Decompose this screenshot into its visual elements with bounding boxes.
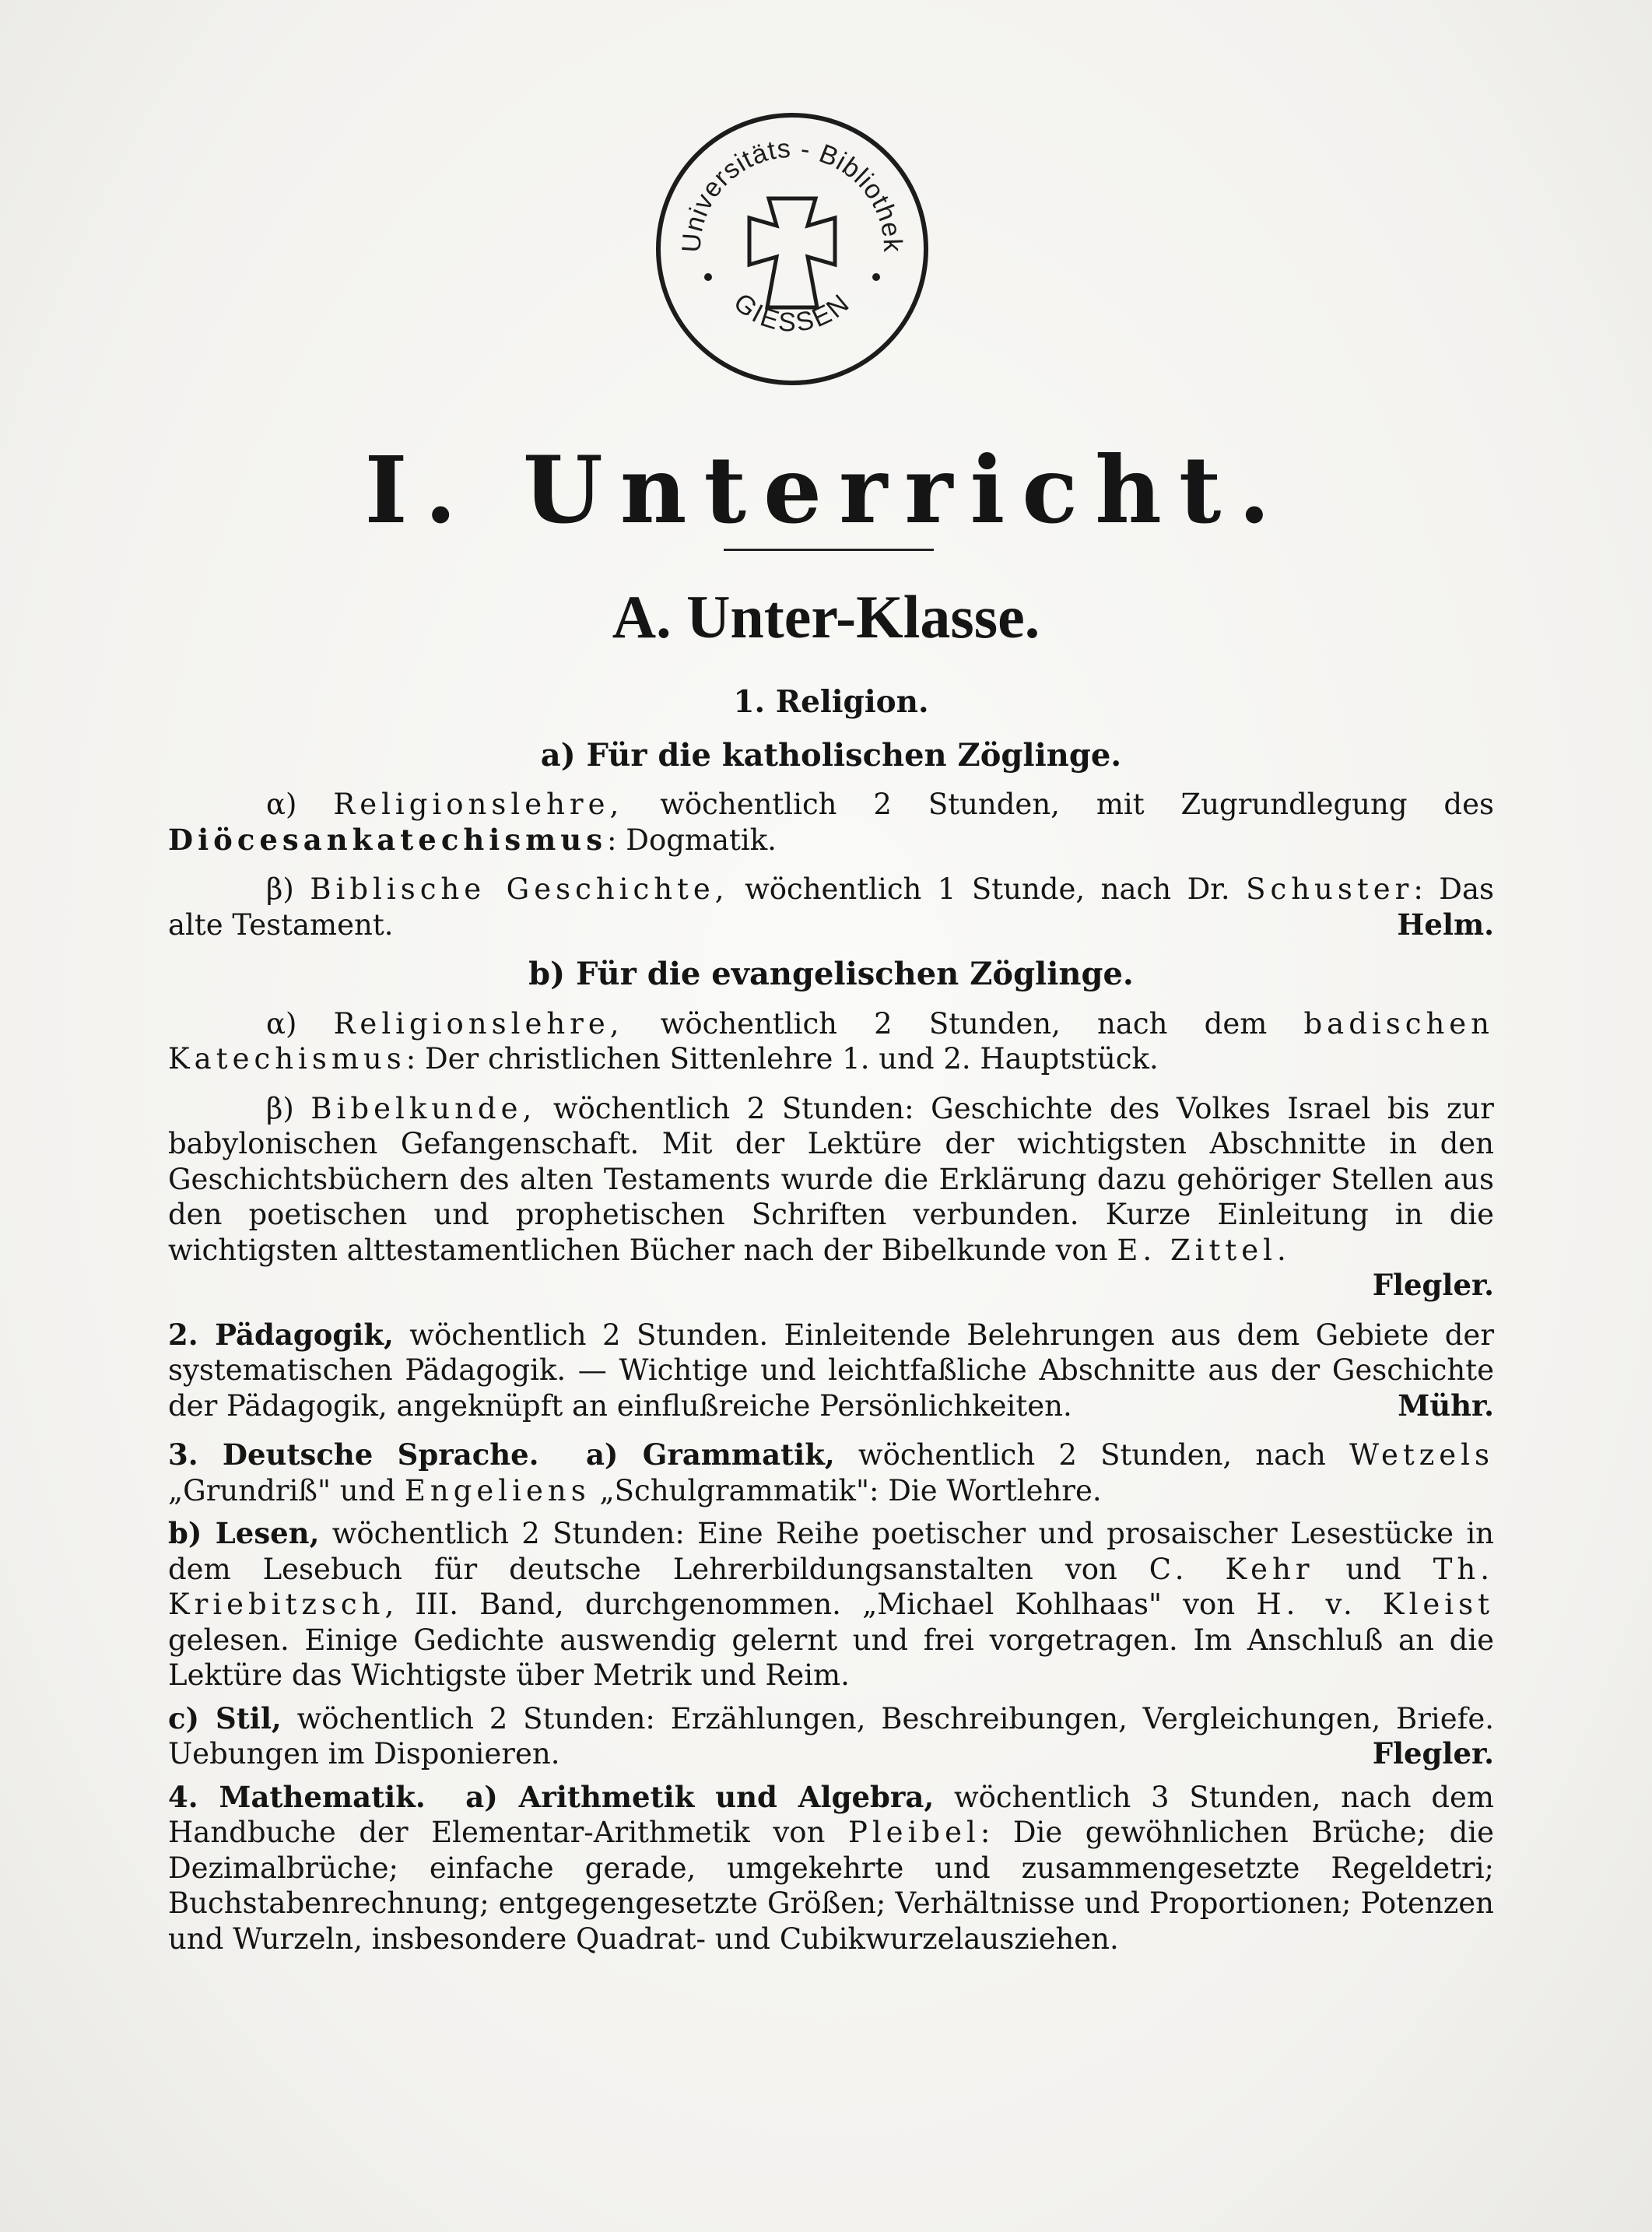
item-marker: β) xyxy=(266,1091,294,1125)
deutsch-stil xyxy=(168,1701,1494,1772)
section-text: und xyxy=(1314,1552,1433,1586)
svg-text:Universitäts - Bibliothek xyxy=(676,134,907,254)
item-text: wöchentlich 2 Stunden, nach dem xyxy=(623,1006,1304,1041)
section-text: wöchentlich 2 Stunden, nach xyxy=(834,1438,1349,1472)
subject-label: Biblische Geschichte, xyxy=(310,872,729,906)
author-name: Schuster xyxy=(1246,872,1414,906)
book-title: Diöcesankatechismus xyxy=(168,822,608,857)
stamp-top-text: Universitäts - Bibliothek xyxy=(676,133,908,254)
kath-biblische-geschichte xyxy=(168,872,1494,942)
section-text: wöchentlich 2 Stunden. Einleitende Belehrungen aus dem Gebiete der systematischen Pädagogik. — Wichtige und leichtfaßliche Abschnitte aus der Geschichte der Pädagogik, angeknüpft an einflußreiche Persönlichkeiten. xyxy=(168,1318,1494,1423)
item-text: : Dogmatik. xyxy=(607,823,777,857)
item-text: wöchentlich 2 Stunden, mit Zugrundlegung des xyxy=(623,788,1495,821)
paedagogik-section xyxy=(168,1318,1494,1424)
book-title: badischen Katechismus xyxy=(168,1006,1494,1076)
teacher-signature: Helm. xyxy=(1397,907,1494,942)
section-text: wöchentlich 2 Stunden: Erzählungen, Beschreibungen, Vergleichungen, Briefe. Uebungen im Disponieren. xyxy=(168,1701,1494,1771)
item-text: : Der christlichen Sittenlehre 1. und 2. Hauptstück. xyxy=(405,1042,1159,1076)
author-name: H. v. Kleist xyxy=(1256,1588,1494,1621)
item-text: : Das alte Testament. xyxy=(168,872,1494,942)
section-text: wöchentlich 2 Stunden: Eine Reihe poetischer und prosaischer Lesestücke in dem Lesebuch für deutsche Lehrerbildungsanstalten von xyxy=(168,1517,1494,1586)
teacher-signature: Flegler. xyxy=(1372,1736,1494,1771)
author-name: E. Zittel xyxy=(1117,1233,1277,1267)
section-text: wöchentlich 3 Stunden, nach dem Handbuche der Elementar-Arithmetik von xyxy=(168,1780,1495,1849)
subject-label: Bibelkunde, xyxy=(310,1091,537,1125)
subsection-label: a) Arithmetik und Algebra, xyxy=(465,1779,935,1814)
author-name: Wetzels xyxy=(1349,1438,1494,1472)
kath-heading: a) Für die katholischen Zöglinge. xyxy=(540,736,1122,774)
subsection-label: b) Lesen, xyxy=(168,1516,320,1550)
author-name: C. Kehr xyxy=(1149,1552,1314,1586)
page-title: I. Unterricht. xyxy=(364,436,1288,544)
evang-religionslehre xyxy=(168,1006,1494,1077)
kath-religionslehre xyxy=(168,787,1494,858)
subject-label: Religionslehre, xyxy=(333,788,624,821)
subject-label: Religionslehre, xyxy=(333,1006,624,1041)
item-marker: α) xyxy=(266,788,297,821)
section-text: „Grundriß" und xyxy=(168,1473,405,1507)
author-name: Pleibel xyxy=(847,1816,980,1849)
section-heading: 3. Deutsche Sprache. xyxy=(168,1437,539,1472)
subsection-label: c) Stil, xyxy=(168,1700,282,1735)
deutsch-lesen xyxy=(168,1516,1494,1693)
body-text xyxy=(168,685,1494,1957)
evang-bibelkunde xyxy=(168,1091,1494,1302)
item-text: . xyxy=(1276,1233,1286,1267)
section-text: „Schulgrammatik": Die Wortlehre. xyxy=(590,1473,1102,1507)
item-text: wöchentlich 2 Stunden: Geschichte des Volkes Israel bis zur babylonischen Gefangenschaft. Mit der Lektüre der wichtigsten Abschnitte in den Geschichtsbüchern des alten Testaments wurde die Erklärung dazu gehöriger Stellen aus den poetischen und prophetischen Schriften verbunden. Kurze Einleitung in die wichtigsten alttestamentlichen Bücher nach der Bibelkunde von xyxy=(168,1091,1494,1267)
section-heading: 4. Mathematik. xyxy=(168,1779,426,1814)
stamp-bottom-text: GIESSEN xyxy=(728,287,857,338)
section-text: : Die gewöhnlichen Brüche; die Dezimalbrüche; einfache gerade, umgekehrte und zusammengesetzte Regeldetri; Buchstabenrechnung; entgegengesetzte Größen; Verhältnisse und Proportionen; Potenzen und Wurzeln, insbesondere Quadrat- und Cubikwurzelausziehen. xyxy=(168,1816,1494,1956)
section-text: gelesen. Einige Gedichte auswendig gelernt und frei vorgetragen. Im Anschluß an die Lektüre das Wichtigste über Metrik und Reim. xyxy=(168,1623,1494,1692)
teacher-signature: Flegler. xyxy=(1372,1268,1494,1302)
deutsch-grammatik xyxy=(168,1437,1494,1508)
section-text: , III. Band, durchgenommen. „Michael Kohlhaas" von xyxy=(384,1588,1257,1621)
library-stamp xyxy=(652,109,932,389)
cross-emblem-icon xyxy=(749,198,835,307)
title-underline xyxy=(724,549,934,551)
svg-text:GIESSEN xyxy=(728,287,857,338)
item-marker: β) xyxy=(266,872,294,906)
author-name: Engeliens xyxy=(404,1473,591,1507)
religion-heading: 1. Religion. xyxy=(733,684,929,720)
author-name: Th. Kriebitzsch xyxy=(168,1552,1494,1621)
evang-heading: b) Für die evangelischen Zöglinge. xyxy=(528,956,1134,992)
item-marker: α) xyxy=(266,1006,297,1041)
subsection-label: a) Grammatik, xyxy=(585,1437,835,1472)
section-subtitle: A. Unter-Klasse. xyxy=(612,583,1040,651)
mathematik-section xyxy=(168,1780,1494,1957)
item-text: wöchentlich 1 Stunde, nach Dr. xyxy=(728,872,1247,906)
teacher-signature: Mühr. xyxy=(1398,1388,1494,1423)
section-heading: 2. Pädagogik, xyxy=(168,1317,394,1352)
